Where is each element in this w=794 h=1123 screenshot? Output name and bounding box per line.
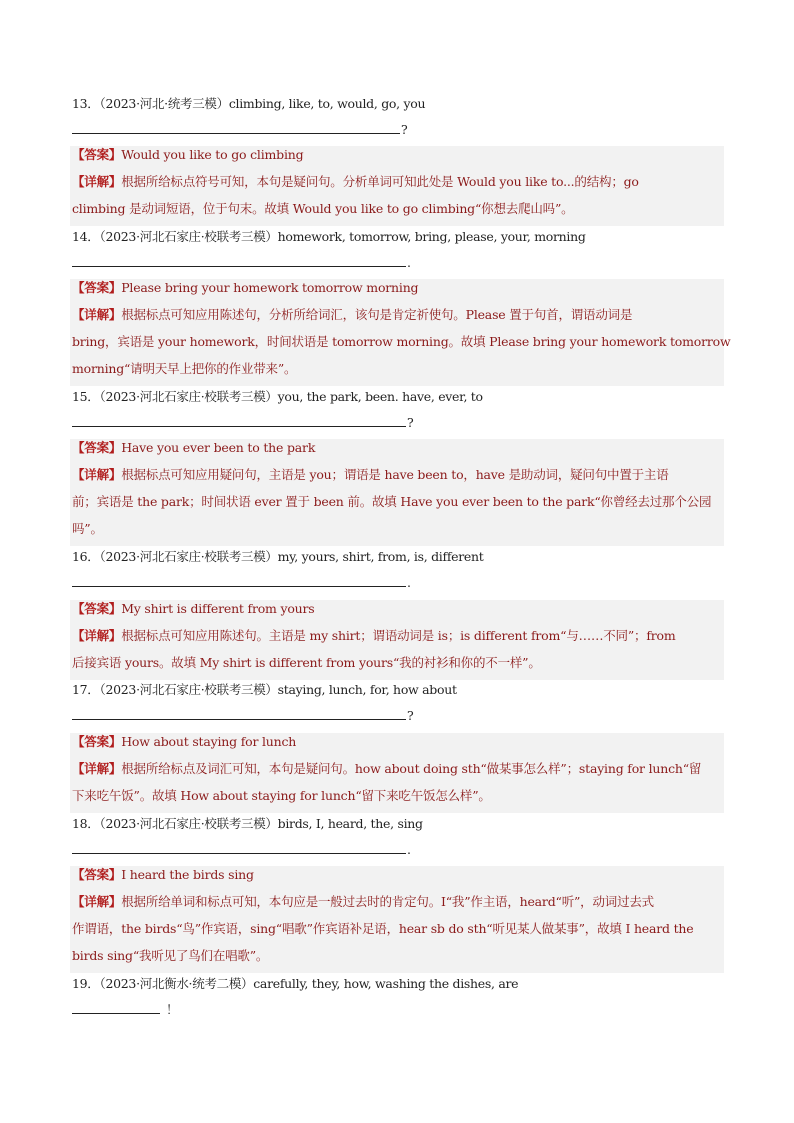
answer-line: 【答案】Have you ever been to the park: [72, 440, 316, 455]
answer-text: Please bring your homework tomorrow morning: [121, 280, 419, 295]
answer-blank-15: ?: [72, 414, 414, 432]
question-17: 17．（2023·河北石家庄·校联考三模）staying, lunch, for, how about: [72, 682, 457, 697]
answer-box-13: [70, 146, 724, 226]
detail-line: morning“请明天早上把你的作业带来”。: [72, 361, 297, 376]
answer-text: Have you ever been to the park: [121, 440, 316, 455]
question-13: 13．（2023·河北·统考三模）climbing, like, to, would, go, you: [72, 96, 426, 111]
question-18: 18．（2023·河北石家庄·校联考三模）birds, I, heard, the, sing: [72, 816, 423, 831]
detail-line: 下来吃午饭”。故填 How about staying for lunch“留下来吃午饭怎么样”。: [72, 788, 491, 803]
answer-text: How about staying for lunch: [121, 734, 297, 749]
detail-line: 前；宾语是 the park；时间状语 ever 置于 been 前。故填 Have you ever been to the park“你曾经去过那个公园: [72, 494, 712, 509]
detail-line: 【详解】根据所给标点符号可知，本句是疑问句。分析单词可知此处是 Would you like to...的结构；go: [72, 174, 639, 189]
answer-blank-13: ?: [72, 121, 408, 139]
answer-blank-17: ?: [72, 707, 414, 725]
answer-box-14: [70, 279, 731, 386]
answer-box-18: [70, 866, 724, 973]
answer-line: 【答案】My shirt is different from yours: [72, 601, 315, 616]
detail-line: 【详解】根据标点可知应用陈述句。主语是 my shirt；谓语动词是 is；is different from“与……不同”；from: [72, 628, 676, 643]
answer-line: 【答案】How about staying for lunch: [72, 734, 297, 749]
question-14: 14．（2023·河北石家庄·校联考三模）homework, tomorrow, bring, please, your, morning: [72, 229, 586, 244]
detail-line: 【详解】根据标点可知应用陈述句，分析所给词汇，该句是肯定祈使句。Please 置于句首，谓语动词是: [72, 307, 633, 322]
answer-blank-18: .: [72, 841, 411, 859]
detail-line: 【详解】根据所给标点及词汇可知，本句是疑问句。how about doing sth“做某事怎么样”；staying for lunch“留: [72, 761, 702, 776]
answer-blank-14: .: [72, 254, 411, 272]
answer-line: 【答案】Please bring your homework tomorrow morning: [72, 280, 419, 295]
detail-line: 【详解】根据所给单词和标点可知，本句应是一般过去时的肯定句。I“我”作主语，heard“听”，动词过去式: [72, 894, 654, 909]
question-15: 15．（2023·河北石家庄·校联考三模）you, the park, been. have, ever, to: [72, 389, 483, 404]
answer-line: 【答案】I heard the birds sing: [72, 867, 254, 882]
answer-blank-19: ！: [72, 1001, 179, 1019]
answer-box-15: [70, 439, 724, 546]
answer-text: I heard the birds sing: [121, 867, 254, 882]
answer-line: 【答案】Would you like to go climbing: [72, 147, 304, 162]
detail-line: birds sing“我听见了鸟们在唱歌”。: [72, 948, 269, 963]
answer-text: My shirt is different from yours: [121, 601, 315, 616]
answer-text: Would you like to go climbing: [121, 147, 304, 162]
question-19: 19．（2023·河北衡水·统考二模）carefully, they, how, washing the dishes, are: [72, 976, 519, 991]
answer-box-16: [70, 600, 724, 680]
detail-line: climbing 是动词短语，位于句末。故填 Would you like to go climbing“你想去爬山吗”。: [72, 201, 574, 216]
detail-line: 吗”。: [72, 521, 103, 536]
question-16: 16．（2023·河北石家庄·校联考三模）my, yours, shirt, from, is, different: [72, 549, 484, 564]
detail-line: bring，宾语是 your homework，时间状语是 tomorrow morning。故填 Please bring your homework tomorrow: [72, 334, 731, 349]
detail-line: 【详解】根据标点可知应用疑问句，主语是 you；谓语是 have been to，have 是助动词，疑问句中置于主语: [72, 467, 669, 482]
answer-box-17: [70, 733, 724, 813]
detail-line: 后接宾语 yours。故填 My shirt is different from yours“我的衬衫和你的不一样”。: [72, 655, 541, 670]
detail-line: 作谓语，the birds“鸟”作宾语，sing“唱歌”作宾语补足语，hear sb do sth“听见某人做某事”，故填 I heard the: [72, 921, 694, 936]
answer-blank-16: .: [72, 574, 411, 592]
